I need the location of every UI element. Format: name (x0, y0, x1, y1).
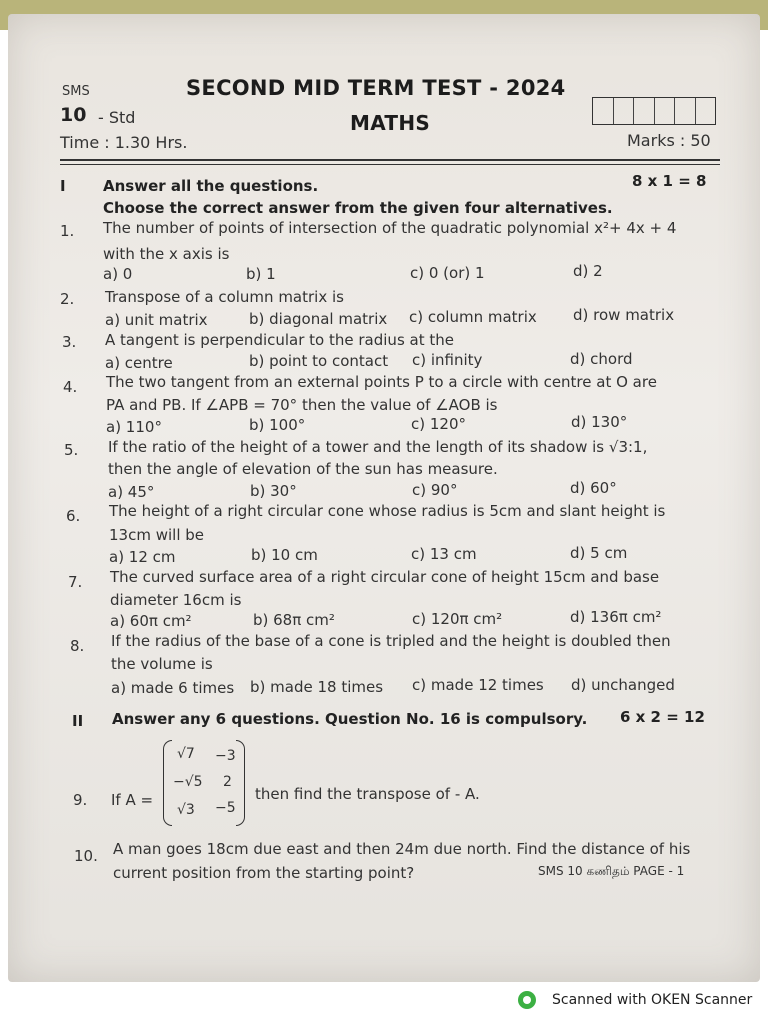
register-number-boxes (592, 97, 716, 125)
matrix-cell: √3 (177, 802, 195, 818)
question-text: with the x axis is (103, 245, 230, 263)
question-text: A tangent is perpendicular to the radius at the (105, 331, 454, 349)
part1-subheading: Choose the correct answer from the given four alternatives. (103, 199, 613, 217)
left-bracket (163, 740, 172, 826)
scanner-label: Scanned with OKEN Scanner (552, 992, 753, 1008)
option-a: a) 0 (103, 265, 133, 283)
option-b: b) 68π cm² (253, 611, 335, 629)
page-footer: SMS 10 கணிதம் PAGE - 1 (538, 864, 685, 878)
option-d: d) 130° (571, 413, 628, 431)
option-b: b) made 18 times (250, 678, 384, 696)
school-code: SMS (62, 84, 90, 99)
matrix-a (163, 740, 245, 826)
std-number: 10 (60, 104, 87, 126)
question-text: then find the transpose of - A. (255, 785, 480, 803)
option-b: b) 10 cm (251, 546, 318, 564)
option-d: d) unchanged (571, 676, 675, 694)
question-number: 9. (73, 791, 88, 809)
matrix-cell: √7 (177, 746, 195, 762)
question-number: 3. (62, 333, 77, 351)
total-marks: Marks : 50 (627, 131, 711, 150)
question-text: A man goes 18cm due east and then 24m due north. Find the distance of his (113, 840, 691, 858)
question-number: 6. (66, 507, 81, 525)
part2-heading: Answer any 6 questions. Question No. 16 is compulsory. (112, 710, 588, 728)
option-a: a) 45° (108, 483, 155, 501)
option-c: c) column matrix (409, 308, 537, 326)
question-text: 13cm will be (109, 526, 205, 544)
question-number: 10. (74, 847, 98, 865)
std-label: - Std (98, 108, 136, 127)
question-text: The curved surface area of a right circular cone of height 15cm and base (110, 568, 660, 586)
option-b: b) 100° (249, 416, 306, 434)
part1-heading: Answer all the questions. (103, 177, 319, 195)
question-text: If the radius of the base of a cone is tripled and the height is doubled then (111, 632, 671, 650)
option-c: c) 120° (411, 415, 466, 433)
header-rule-thick (60, 159, 720, 161)
matrix-cell: −3 (215, 748, 236, 764)
matrix-prefix: If A = (111, 791, 154, 809)
question-text: The height of a right circular cone whose radius is 5cm and slant height is (109, 502, 666, 520)
question-number: 4. (63, 378, 78, 396)
option-a: a) unit matrix (105, 311, 208, 329)
question-number: 8. (70, 637, 85, 655)
question-text: Transpose of a column matrix is (105, 288, 344, 306)
part2-numeral: II (72, 712, 84, 730)
option-a: a) 12 cm (109, 548, 176, 566)
matrix-cell: 2 (223, 774, 232, 790)
option-c: c) 13 cm (411, 545, 477, 563)
part1-scheme: 8 x 1 = 8 (632, 172, 707, 190)
right-bracket (236, 740, 245, 826)
option-c: c) made 12 times (412, 676, 544, 694)
matrix-cell: −5 (215, 800, 236, 816)
scanner-logo-icon (518, 991, 536, 1009)
question-text: The two tangent from an external points P to a circle with centre at O are (106, 373, 657, 391)
question-number: 1. (60, 222, 75, 240)
option-b: b) diagonal matrix (249, 310, 388, 328)
question-text: If the ratio of the height of a tower and the length of its shadow is √3:1, (108, 438, 648, 456)
exam-title: SECOND MID TERM TEST - 2024 (186, 76, 566, 100)
option-d: d) 5 cm (570, 544, 628, 562)
option-b: b) 1 (246, 265, 276, 283)
matrix-cell: −√5 (173, 774, 203, 790)
option-d: d) 2 (573, 262, 603, 280)
header-rule-thin (60, 164, 720, 165)
part2-scheme: 6 x 2 = 12 (620, 708, 705, 726)
option-c: c) 0 (or) 1 (410, 264, 485, 282)
question-number: 5. (64, 441, 79, 459)
part1-numeral: I (60, 177, 66, 195)
question-text: current position from the starting point? (113, 864, 415, 882)
option-c: c) 120π cm² (412, 610, 503, 628)
time-allowed: Time : 1.30 Hrs. (60, 133, 188, 152)
option-c: c) 90° (412, 481, 458, 499)
option-d: d) 136π cm² (570, 608, 662, 626)
option-d: d) 60° (570, 479, 617, 497)
option-a: a) 110° (106, 418, 162, 436)
option-a: a) 60π cm² (110, 612, 192, 630)
subject-title: MATHS (350, 111, 431, 135)
option-a: a) made 6 times (111, 679, 235, 697)
question-text: The number of points of intersection of the quadratic polynomial x²+ 4x + 4 (103, 219, 677, 237)
option-b: b) 30° (250, 482, 297, 500)
question-text: PA and PB. If ∠APB = 70° then the value of ∠AOB is (106, 396, 498, 414)
option-a: a) centre (105, 354, 173, 372)
question-text: diameter 16cm is (110, 591, 242, 609)
question-text: the volume is (111, 655, 213, 673)
option-c: c) infinity (412, 351, 483, 369)
question-text: then the angle of elevation of the sun has measure. (108, 460, 498, 478)
question-number: 2. (60, 290, 75, 308)
option-d: d) chord (570, 350, 633, 368)
question-number: 7. (68, 573, 83, 591)
option-d: d) row matrix (573, 306, 675, 324)
option-b: b) point to contact (249, 352, 389, 370)
